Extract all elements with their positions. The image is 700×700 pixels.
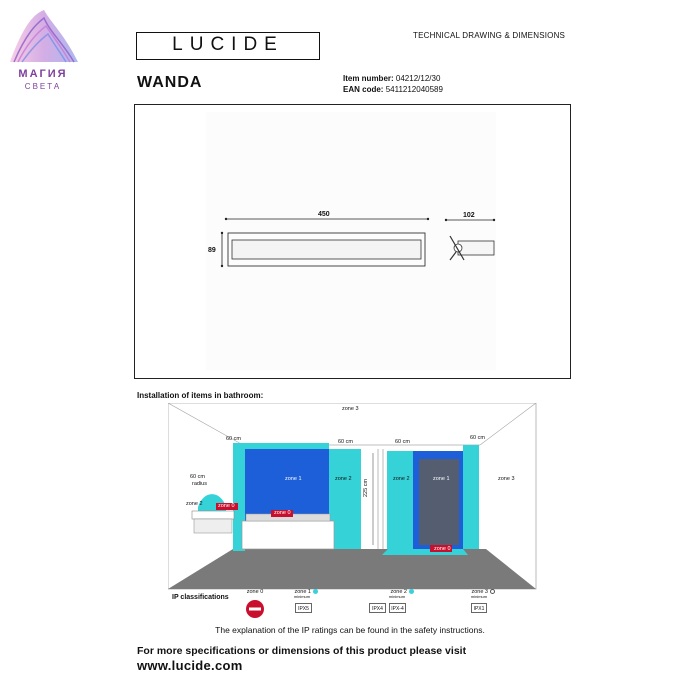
ip-zone-2-rating-b: IPX-4	[389, 603, 406, 613]
ean-code-value: 5411212040589	[385, 85, 443, 94]
product-name: WANDA	[137, 74, 203, 91]
ip-classifications-title: IP classifications	[172, 594, 229, 601]
lamp-side-view	[450, 236, 494, 260]
bathtub	[242, 521, 334, 549]
watermark-text-2: СВЕТА	[24, 82, 62, 91]
item-number-value: 04212/12/30	[395, 74, 441, 83]
ip-zone-1-rating: IPX5	[295, 603, 312, 613]
ip-zone-0-label: zone 0	[246, 589, 264, 595]
distance-60cm-c: 60 cm	[395, 439, 410, 445]
height-dimension-label: 89	[208, 247, 216, 254]
ip-zone-2-minimum: minimum	[388, 594, 406, 599]
watermark-text-1: МАГИЯ	[18, 68, 68, 80]
zone-0-left-label: zone 0	[218, 503, 235, 509]
zone-3-right-label: zone 3	[498, 476, 515, 482]
ip-zone-3-rating: IPX1	[471, 603, 487, 613]
installation-title: Installation of items in bathroom:	[137, 391, 264, 400]
distance-60cm-b: 60 cm	[338, 439, 353, 445]
ip-explanation-note: The explanation of the IP ratings can be found in the safety instructions.	[215, 625, 485, 635]
no-entry-icon	[245, 599, 265, 619]
footer-text: For more specifications or dimensions of this product please visit	[137, 645, 467, 657]
website-link[interactable]: www.lucide.com	[137, 658, 243, 673]
zone-2-left-label: zone 2	[186, 501, 203, 507]
shower-screen	[419, 459, 459, 545]
zone-0-shower-label: zone 0	[434, 546, 451, 552]
depth-dimension-label: 102	[463, 212, 475, 219]
zone-2-shower	[387, 451, 413, 549]
distance-60cm-d: 60 cm	[470, 435, 485, 441]
document-title: TECHNICAL DRAWING & DIMENSIONS	[413, 31, 566, 40]
zone-3-top-label: zone 3	[342, 406, 359, 412]
zone-2-middle-label: zone 2	[335, 476, 352, 482]
radius-label-2: radius	[192, 481, 207, 487]
distance-60cm-a: 60 cm	[226, 436, 241, 442]
ip-zone-1-minimum: minimum	[293, 594, 311, 599]
zone-1-bath-label: zone 1	[285, 476, 302, 482]
ip-zone-2-rating-a: IPX4	[369, 603, 386, 613]
item-number-label: Item number:	[343, 74, 394, 83]
ip-zone-3-text: zone 3	[471, 589, 488, 595]
radius-label-1: 60 cm	[190, 474, 205, 480]
zone-2-shower-label: zone 2	[393, 476, 410, 482]
height-225cm-label: 225 cm	[363, 478, 369, 497]
zone-1-shower-label: zone 1	[433, 476, 450, 482]
ean-code-label: EAN code:	[343, 85, 384, 94]
ip-zone-3-minimum: minimum	[470, 594, 488, 599]
bathroom-zones-diagram	[168, 403, 538, 593]
ip-zone-2-text: zone 2	[390, 589, 407, 595]
width-dimension-label: 450	[318, 211, 330, 218]
brand-logo: LUCIDE	[172, 34, 284, 55]
ip-zone-1-text: zone 1	[294, 589, 311, 595]
zone-0-bath-label: zone 0	[274, 510, 291, 516]
sink	[192, 511, 234, 519]
